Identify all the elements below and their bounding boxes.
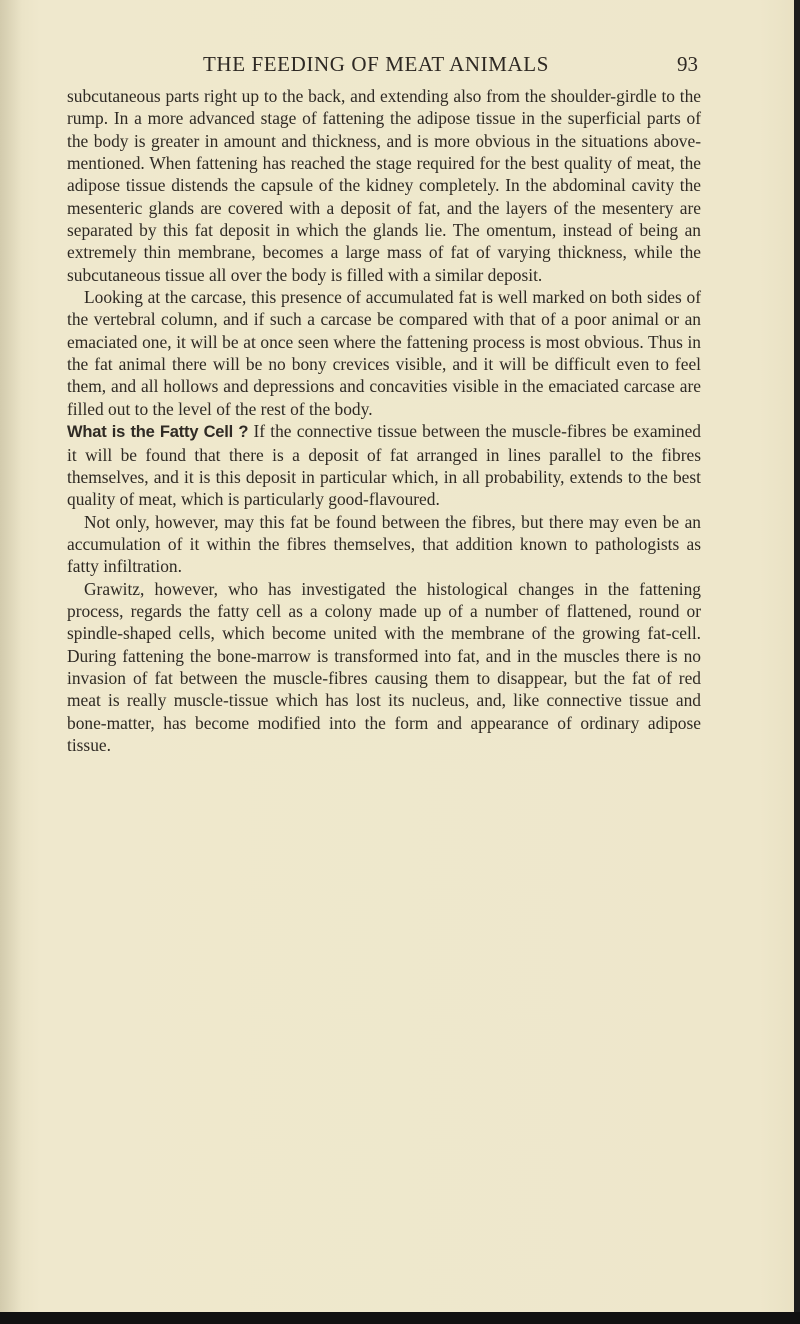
paragraph-3-text: If the connective tissue between the muscle-fibres be examined it will be found that there is a deposit of fat arranged in lines parallel to the fibres themselves, and it is this deposit in particular which, in all probability, extends to the best quality of meat, which is particularly good-flavoured. <box>67 421 702 510</box>
side-heading: What is the Fatty Cell ? <box>67 423 249 442</box>
paragraph-5: Grawitz, however, who has investigated the histological changes in the fattening process, regards the fatty cell as a colony made up of a number of flattened, round or spindle-shaped cells, which become united with the membrane of the growing fat-cell. During fattening the bone-marrow is transformed into fat, and in the muscles there is no invasion of fat between the muscle-fibres causing them to disappear, but the fat of red meat is really muscle-tissue which has lost its nucleus, and, like connective tissue and bone-matter, has become modified into the form and appearance of ordinary adipose tissue. <box>67 578 701 755</box>
running-title: THE FEEDING OF MEAT ANIMALS <box>203 52 549 76</box>
page-right-edge <box>794 0 800 1324</box>
page-bottom-edge <box>0 1312 800 1324</box>
paragraph-4: Not only, however, may this fat be found between the fibres, but there may even be an accumulation of it within the fibres themselves, that addition known to pathologists as fatty infiltration. <box>67 511 701 577</box>
paragraph-1: subcutaneous parts right up to the back, and extending also from the shoulder-girdle to the rump. In a more advanced stage of fattening the adipose tissue in the superficial parts of the body is greater in amount and thickness, and is more obvious in the situations above-mentioned. When fattening has reached the stage required for the best quality of meat, the adipose tissue distends the capsule of the kidney completely. In the abdominal cavity the mesenteric glands are covered with a deposit of fat, and the layers of the mesentery are separated by this fat deposit in which the glands lie. The omentum, instead of being an extremely thin membrane, becomes a large mass of fat of varying thickness, while the subcutaneous tissue all over the body is filled with a similar deposit. <box>67 86 701 285</box>
paragraph-2: Looking at the carcase, this presence of accumulated fat is well marked on both sides of the vertebral column, and if such a carcase be compared with that of a poor animal or an emaciated one, it will be at once seen where the fattening process is most obvious. Thus in the fat animal there will be no bony crevices visible, and it will be difficult even to feel them, and all hollows and depressions and concavities visible in the emaciated carcase are filled out to the level of the rest of the body. <box>67 287 701 419</box>
body-text <box>67 85 701 756</box>
page-header <box>0 52 800 80</box>
gutter-shadow <box>0 0 22 1324</box>
page-number: 93 <box>677 52 698 76</box>
paragraph-3 <box>67 420 701 510</box>
